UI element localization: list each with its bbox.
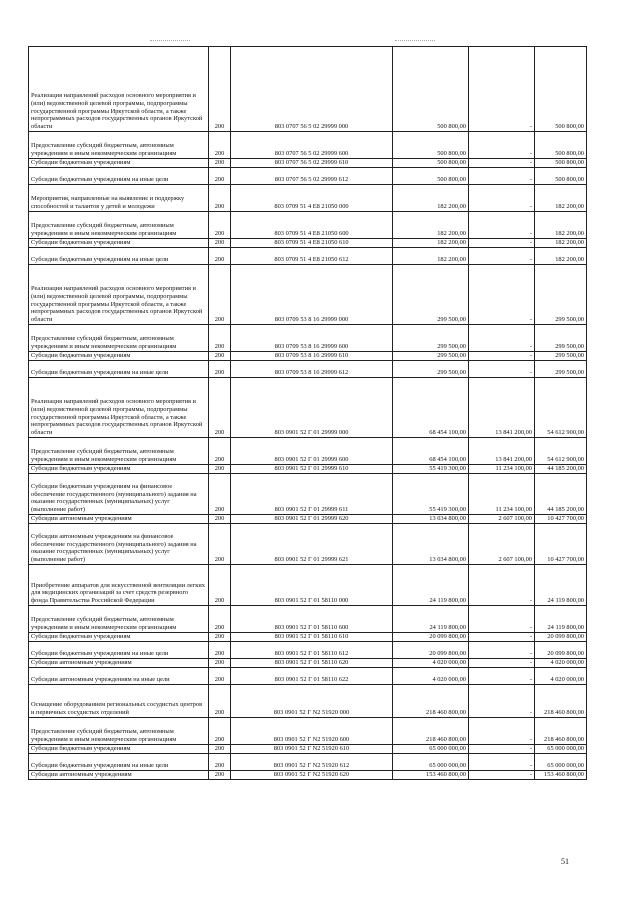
row-value-3: 299 500,00 bbox=[535, 265, 587, 325]
row-value-2: 13 841 200,00 bbox=[469, 378, 535, 438]
row-value-3: 4 020 000,00 bbox=[535, 659, 587, 668]
row-code: 200 bbox=[209, 248, 231, 265]
row-name: Оснащение оборудованием региональных сосудистых центров и первичных сосудистых отделений bbox=[29, 685, 209, 718]
row-value-1: 4 020 000,00 bbox=[393, 659, 469, 668]
row-code: 200 bbox=[209, 47, 231, 132]
row-name: Субсидии автономным учреждениям на иные цели bbox=[29, 668, 209, 685]
row-value-2: - bbox=[469, 168, 535, 185]
budget-table bbox=[28, 46, 587, 780]
table-row bbox=[29, 565, 587, 606]
row-value-3: 299 500,00 bbox=[535, 325, 587, 352]
row-value-1: 500 800,00 bbox=[393, 159, 469, 168]
row-kbk: 803 0901 52 Г N2 51920 610 bbox=[231, 745, 393, 754]
row-value-1: 218 460 800,00 bbox=[393, 718, 469, 745]
table-row bbox=[29, 606, 587, 633]
row-code: 200 bbox=[209, 745, 231, 754]
table-row bbox=[29, 685, 587, 718]
row-value-2: 13 841 200,00 bbox=[469, 438, 535, 465]
row-value-1: 218 460 800,00 bbox=[393, 685, 469, 718]
row-kbk: 803 0709 53 8 16 29999 600 bbox=[231, 325, 393, 352]
row-value-2: - bbox=[469, 685, 535, 718]
row-value-3: 4 020 000,00 bbox=[535, 668, 587, 685]
row-value-2: - bbox=[469, 659, 535, 668]
row-value-3: 182 200,00 bbox=[535, 239, 587, 248]
row-kbk: 803 0901 52 Г 01 58110 610 bbox=[231, 633, 393, 642]
row-code: 200 bbox=[209, 474, 231, 515]
row-value-1: 500 800,00 bbox=[393, 168, 469, 185]
row-name: Субсидии бюджетным учреждениям bbox=[29, 352, 209, 361]
row-name: Субсидии бюджетным учреждениям на иные цели bbox=[29, 361, 209, 378]
row-kbk: 803 0707 56 5 02 29999 600 bbox=[231, 132, 393, 159]
row-name: Предоставление субсидий бюджетным, автономным учреждениям и иным некоммерческим организациям bbox=[29, 212, 209, 239]
row-value-2: - bbox=[469, 361, 535, 378]
row-value-3: 299 500,00 bbox=[535, 361, 587, 378]
row-value-3: 153 460 800,00 bbox=[535, 771, 587, 780]
row-name: Субсидии бюджетным учреждениям на иные цели bbox=[29, 754, 209, 771]
table-row bbox=[29, 659, 587, 668]
row-value-3: 218 460 800,00 bbox=[535, 718, 587, 745]
row-value-1: 68 454 100,00 bbox=[393, 438, 469, 465]
row-kbk: 803 0709 53 8 16 29999 612 bbox=[231, 361, 393, 378]
page-number: 51 bbox=[561, 857, 569, 866]
table-row bbox=[29, 47, 587, 132]
row-code: 200 bbox=[209, 524, 231, 565]
row-name: Субсидии бюджетным учреждениям bbox=[29, 465, 209, 474]
row-value-1: 299 500,00 bbox=[393, 325, 469, 352]
row-value-2: - bbox=[469, 248, 535, 265]
table-row bbox=[29, 168, 587, 185]
row-value-3: 182 200,00 bbox=[535, 212, 587, 239]
row-code: 200 bbox=[209, 668, 231, 685]
row-value-1: 500 800,00 bbox=[393, 132, 469, 159]
row-code: 200 bbox=[209, 361, 231, 378]
row-value-3: 20 099 800,00 bbox=[535, 633, 587, 642]
table-row bbox=[29, 524, 587, 565]
row-kbk: 803 0709 53 8 16 29999 610 bbox=[231, 352, 393, 361]
row-value-2: 11 234 100,00 bbox=[469, 474, 535, 515]
row-value-2: 2 607 100,00 bbox=[469, 515, 535, 524]
row-value-2: - bbox=[469, 185, 535, 212]
row-name: Предоставление субсидий бюджетным, автономным учреждениям и иным некоммерческим организациям bbox=[29, 606, 209, 633]
row-value-1: 24 119 800,00 bbox=[393, 606, 469, 633]
row-value-1: 182 200,00 bbox=[393, 212, 469, 239]
row-value-2: - bbox=[469, 745, 535, 754]
table-row bbox=[29, 633, 587, 642]
row-value-2: - bbox=[469, 771, 535, 780]
table-row bbox=[29, 745, 587, 754]
row-value-1: 55 419 300,00 bbox=[393, 465, 469, 474]
row-value-1: 182 200,00 bbox=[393, 248, 469, 265]
row-value-2: - bbox=[469, 265, 535, 325]
table-row bbox=[29, 361, 587, 378]
row-value-3: 218 460 800,00 bbox=[535, 685, 587, 718]
row-value-2: - bbox=[469, 352, 535, 361]
row-name: Субсидии бюджетным учреждениям bbox=[29, 745, 209, 754]
row-kbk: 803 0901 52 Г 01 58110 000 bbox=[231, 565, 393, 606]
row-value-3: 44 185 200,00 bbox=[535, 474, 587, 515]
row-name: Субсидии бюджетным учреждениям bbox=[29, 633, 209, 642]
row-name: Субсидии автономным учреждениям bbox=[29, 659, 209, 668]
row-kbk: 803 0901 52 Г 01 29999 620 bbox=[231, 515, 393, 524]
row-code: 200 bbox=[209, 239, 231, 248]
row-name: Предоставление субсидий бюджетным, автономным учреждениям и иным некоммерческим организациям bbox=[29, 325, 209, 352]
row-value-1: 13 034 800,00 bbox=[393, 515, 469, 524]
row-kbk: 803 0709 51 4 E8 21050 600 bbox=[231, 212, 393, 239]
table-row bbox=[29, 465, 587, 474]
table-row bbox=[29, 474, 587, 515]
row-name: Субсидии бюджетным учреждениям на финансовое обеспечение государственного (муниципального) задания на оказание государственных (муниципальных) услуг (выполнение работ) bbox=[29, 474, 209, 515]
row-value-2: - bbox=[469, 642, 535, 659]
table-row bbox=[29, 718, 587, 745]
row-name: Субсидии автономным учреждениям bbox=[29, 515, 209, 524]
row-code: 200 bbox=[209, 606, 231, 633]
row-value-1: 182 200,00 bbox=[393, 185, 469, 212]
row-value-1: 299 500,00 bbox=[393, 361, 469, 378]
table-row bbox=[29, 668, 587, 685]
row-value-1: 68 454 100,00 bbox=[393, 378, 469, 438]
row-name: Субсидии бюджетным учреждениям на иные цели bbox=[29, 248, 209, 265]
row-kbk: 803 0709 53 8 16 29999 000 bbox=[231, 265, 393, 325]
row-kbk: 803 0901 52 Г 01 58110 612 bbox=[231, 642, 393, 659]
row-code: 200 bbox=[209, 212, 231, 239]
row-code: 200 bbox=[209, 159, 231, 168]
row-value-2: - bbox=[469, 325, 535, 352]
table-row bbox=[29, 352, 587, 361]
row-value-1: 153 460 800,00 bbox=[393, 771, 469, 780]
row-kbk: 803 0901 52 Г 01 29999 600 bbox=[231, 438, 393, 465]
table-row bbox=[29, 325, 587, 352]
row-kbk: 803 0707 56 5 02 29999 000 bbox=[231, 47, 393, 132]
row-code: 200 bbox=[209, 515, 231, 524]
row-kbk: 803 0901 52 Г 01 29999 611 bbox=[231, 474, 393, 515]
row-kbk: 803 0901 52 Г 01 29999 000 bbox=[231, 378, 393, 438]
row-kbk: 803 0901 52 Г N2 51920 000 bbox=[231, 685, 393, 718]
row-kbk: 803 0901 52 Г 01 58110 622 bbox=[231, 668, 393, 685]
row-code: 200 bbox=[209, 325, 231, 352]
row-value-1: 500 800,00 bbox=[393, 47, 469, 132]
row-kbk: 803 0901 52 Г 01 58110 620 bbox=[231, 659, 393, 668]
table-row bbox=[29, 265, 587, 325]
row-value-1: 65 000 000,00 bbox=[393, 754, 469, 771]
row-value-3: 299 500,00 bbox=[535, 352, 587, 361]
row-value-2: - bbox=[469, 212, 535, 239]
row-code: 200 bbox=[209, 438, 231, 465]
table-row bbox=[29, 239, 587, 248]
row-value-2: - bbox=[469, 718, 535, 745]
row-value-2: - bbox=[469, 633, 535, 642]
row-value-2: - bbox=[469, 565, 535, 606]
row-value-1: 13 034 800,00 bbox=[393, 524, 469, 565]
row-value-3: 24 119 800,00 bbox=[535, 606, 587, 633]
row-value-3: 500 800,00 bbox=[535, 168, 587, 185]
row-value-3: 20 099 800,00 bbox=[535, 642, 587, 659]
row-value-3: 65 000 000,00 bbox=[535, 745, 587, 754]
row-name: Предоставление субсидий бюджетным, автономным учреждениям и иным некоммерческим организациям bbox=[29, 718, 209, 745]
row-value-1: 299 500,00 bbox=[393, 352, 469, 361]
row-value-1: 20 099 800,00 bbox=[393, 633, 469, 642]
row-value-3: 500 800,00 bbox=[535, 132, 587, 159]
table-row bbox=[29, 248, 587, 265]
row-name: Предоставление субсидий бюджетным, автономным учреждениям и иным некоммерческим организациям bbox=[29, 438, 209, 465]
table-row bbox=[29, 438, 587, 465]
scan-artifact bbox=[395, 40, 435, 45]
row-name: Субсидии автономным учреждениям на финансовое обеспечение государственного (муниципального) задания на оказание государственных (муниципальных) услуг (выполнение работ) bbox=[29, 524, 209, 565]
row-name: Субсидии бюджетным учреждениям на иные цели bbox=[29, 168, 209, 185]
row-value-2: 2 607 100,00 bbox=[469, 524, 535, 565]
row-name: Субсидии бюджетным учреждениям на иные цели bbox=[29, 642, 209, 659]
row-value-2: - bbox=[469, 754, 535, 771]
row-value-3: 44 185 200,00 bbox=[535, 465, 587, 474]
row-kbk: 803 0901 52 Г 01 58110 600 bbox=[231, 606, 393, 633]
row-name: Предоставление субсидий бюджетным, автономным учреждениям и иным некоммерческим организациям bbox=[29, 132, 209, 159]
row-code: 200 bbox=[209, 168, 231, 185]
table-row bbox=[29, 754, 587, 771]
row-name: Приобретение аппаратов для искусственной вентиляции легких для медицинских организаций за счет средств резервного фонда Правительства Российской Федерации bbox=[29, 565, 209, 606]
row-value-1: 299 500,00 bbox=[393, 265, 469, 325]
row-name: Субсидии бюджетным учреждениям bbox=[29, 159, 209, 168]
table-row bbox=[29, 378, 587, 438]
row-name: Реализация направлений расходов основного мероприятия и (или) ведомственной целевой программы, подпрограммы государственной программы Иркутской области, а также непрограммных расходов государственных органов Иркутской области bbox=[29, 265, 209, 325]
row-value-1: 55 419 300,00 bbox=[393, 474, 469, 515]
row-kbk: 803 0709 51 4 E8 21050 610 bbox=[231, 239, 393, 248]
row-code: 200 bbox=[209, 718, 231, 745]
row-code: 200 bbox=[209, 659, 231, 668]
table-row bbox=[29, 515, 587, 524]
row-code: 200 bbox=[209, 771, 231, 780]
row-code: 200 bbox=[209, 352, 231, 361]
row-value-2: - bbox=[469, 668, 535, 685]
row-value-2: - bbox=[469, 47, 535, 132]
row-value-1: 4 020 000,00 bbox=[393, 668, 469, 685]
row-value-3: 500 800,00 bbox=[535, 47, 587, 132]
row-kbk: 803 0709 51 4 E8 21050 612 bbox=[231, 248, 393, 265]
row-value-3: 10 427 700,00 bbox=[535, 524, 587, 565]
row-kbk: 803 0709 51 4 E8 21050 000 bbox=[231, 185, 393, 212]
row-code: 200 bbox=[209, 754, 231, 771]
row-value-3: 182 200,00 bbox=[535, 185, 587, 212]
row-value-1: 20 099 800,00 bbox=[393, 642, 469, 659]
row-value-3: 182 200,00 bbox=[535, 248, 587, 265]
scan-artifact bbox=[150, 40, 190, 45]
row-code: 200 bbox=[209, 185, 231, 212]
row-value-1: 182 200,00 bbox=[393, 239, 469, 248]
row-kbk: 803 0901 52 Г N2 51920 620 bbox=[231, 771, 393, 780]
row-value-1: 24 119 800,00 bbox=[393, 565, 469, 606]
row-value-2: - bbox=[469, 239, 535, 248]
row-kbk: 803 0707 56 5 02 29999 612 bbox=[231, 168, 393, 185]
row-name: Реализация направлений расходов основного мероприятия и (или) ведомственной целевой программы, подпрограммы государственной программы Иркутской области, а также непрограммных расходов государственных органов Иркутской области bbox=[29, 47, 209, 132]
row-code: 200 bbox=[209, 132, 231, 159]
row-name: Субсидии бюджетным учреждениям bbox=[29, 239, 209, 248]
row-name: Субсидии автономным учреждениям bbox=[29, 771, 209, 780]
row-kbk: 803 0707 56 5 02 29999 610 bbox=[231, 159, 393, 168]
row-kbk: 803 0901 52 Г 01 29999 621 bbox=[231, 524, 393, 565]
row-value-3: 500 800,00 bbox=[535, 159, 587, 168]
row-value-2: - bbox=[469, 159, 535, 168]
row-value-3: 65 000 000,00 bbox=[535, 754, 587, 771]
table-row bbox=[29, 771, 587, 780]
table-row bbox=[29, 212, 587, 239]
row-value-2: 11 234 100,00 bbox=[469, 465, 535, 474]
table-row bbox=[29, 132, 587, 159]
table-row bbox=[29, 159, 587, 168]
row-code: 200 bbox=[209, 685, 231, 718]
row-value-3: 24 119 800,00 bbox=[535, 565, 587, 606]
row-code: 200 bbox=[209, 378, 231, 438]
row-value-3: 10 427 700,00 bbox=[535, 515, 587, 524]
row-code: 200 bbox=[209, 642, 231, 659]
row-value-3: 54 612 900,00 bbox=[535, 438, 587, 465]
table-row bbox=[29, 642, 587, 659]
row-code: 200 bbox=[209, 633, 231, 642]
row-value-1: 65 000 000,00 bbox=[393, 745, 469, 754]
row-name: Мероприятия, направленные на выявление и поддержку способностей и талантов у детей и молодежи bbox=[29, 185, 209, 212]
row-kbk: 803 0901 52 Г N2 51920 600 bbox=[231, 718, 393, 745]
table-row bbox=[29, 185, 587, 212]
row-code: 200 bbox=[209, 265, 231, 325]
row-name: Реализация направлений расходов основного мероприятия и (или) ведомственной целевой программы, подпрограммы государственной программы Иркутской области, а также непрограммных расходов государственных органов Иркутской области bbox=[29, 378, 209, 438]
row-code: 200 bbox=[209, 465, 231, 474]
row-kbk: 803 0901 52 Г N2 51920 612 bbox=[231, 754, 393, 771]
row-kbk: 803 0901 52 Г 01 29999 610 bbox=[231, 465, 393, 474]
budget-table-body bbox=[29, 47, 587, 780]
row-value-2: - bbox=[469, 606, 535, 633]
row-value-2: - bbox=[469, 132, 535, 159]
row-value-3: 54 612 900,00 bbox=[535, 378, 587, 438]
row-code: 200 bbox=[209, 565, 231, 606]
